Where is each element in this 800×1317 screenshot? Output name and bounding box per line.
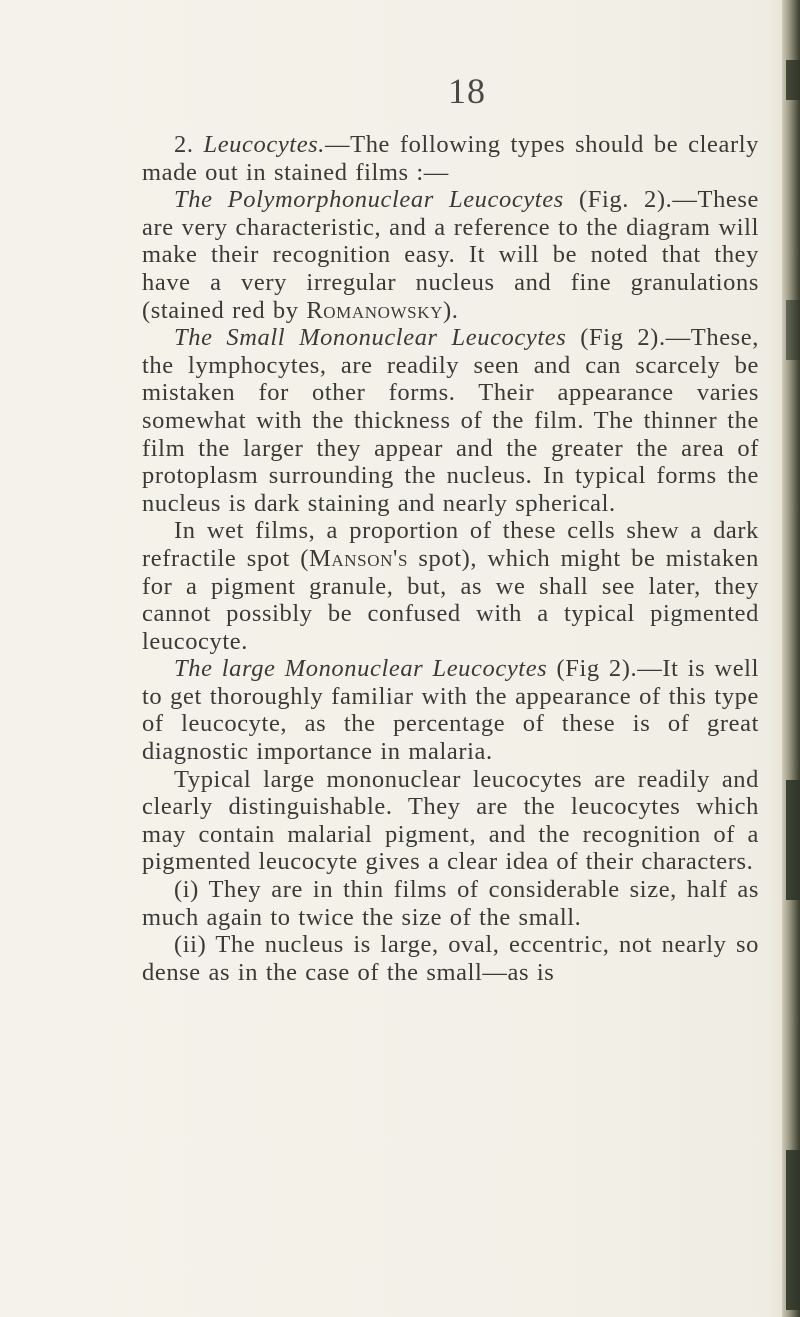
paragraph-small-mononuclear	[142, 324, 759, 517]
subsection-title: The Polymorphonuclear Leucocytes	[174, 186, 564, 214]
paragraph-wet-films	[142, 517, 759, 655]
paragraph-text-end: ).	[442, 296, 459, 324]
page-edge-mark	[786, 1150, 800, 1310]
section-number: 2.	[174, 131, 204, 158]
paragraph-text: In wet films, a proportion of these cells shew a dark refractile spot (	[142, 517, 759, 572]
paragraph-text: (ii) The nucleus is large, oval, eccentric, not nearly so dense as in the case of the small—as is	[142, 931, 759, 986]
page-edge-mark	[786, 780, 800, 900]
page-edge-mark	[786, 60, 800, 100]
figure-reference: (Fig 2).—	[547, 655, 663, 683]
paragraph-text: It is well to get thoroughly familiar with the appearance of this type of leucocyte, as the percentage of these is of great diagnostic importance in malaria.	[142, 655, 759, 766]
paragraph-text-end: spot), which might be mistaken for a pigment granule, but, as we shall see later, they cannot possibly be confused with a typical pigmented leucocyte.	[142, 544, 759, 655]
author-name: Romanowsky	[306, 296, 443, 324]
paragraph-polymorphonuclear	[142, 186, 759, 324]
page-number: 18	[448, 71, 486, 111]
paragraph-text: These, the lymphocytes, are readily seen and can scarcely be mistaken for other forms. Their appearance varies somewhat with the thickness of the film. The thinner the film the larger they appear and the greater the area of protoplasm surrounding the nucleus. In typical forms the nucleus is dark staining and nearly spherical.	[142, 324, 760, 517]
subsection-title: The Small Mononuclear Leucocytes	[174, 324, 567, 352]
page-edge-shadow	[782, 0, 800, 1317]
page-edge-mark	[786, 300, 800, 360]
subsection-title: The large Mononuclear Leucocytes	[174, 655, 548, 683]
paragraph-text: —The following types should be clearly made out in stained films :—	[142, 131, 759, 186]
paragraph-leucocytes-intro	[142, 131, 759, 186]
paragraph-large-mononuclear	[142, 655, 759, 765]
author-name: Manson's	[309, 544, 409, 572]
figure-reference: (Fig. 2).—	[563, 186, 698, 214]
paragraph-point-i	[142, 876, 759, 931]
section-title: Leucocytes.	[203, 131, 326, 158]
paragraph-text: (i) They are in thin films of considerable size, half as much again to twice the size of the small.	[142, 876, 759, 931]
paragraph-text: These are very characteristic, and a reference to the diagram will make their recognition easy. It will be noted that they have a very irregular nucleus and fine granulations (stained red by	[142, 186, 759, 324]
paragraph-typical-large	[142, 766, 759, 876]
paragraph-text: Typical large mononuclear leucocytes are readily and clearly distinguishable. They are the leucocytes which may contain malarial pigment, and the recognition of a pigmented leucocyte gives a clear idea of their characters.	[142, 765, 759, 876]
paragraph-point-ii	[142, 931, 759, 986]
figure-reference: (Fig 2).—	[566, 324, 691, 352]
body-text	[142, 131, 759, 986]
